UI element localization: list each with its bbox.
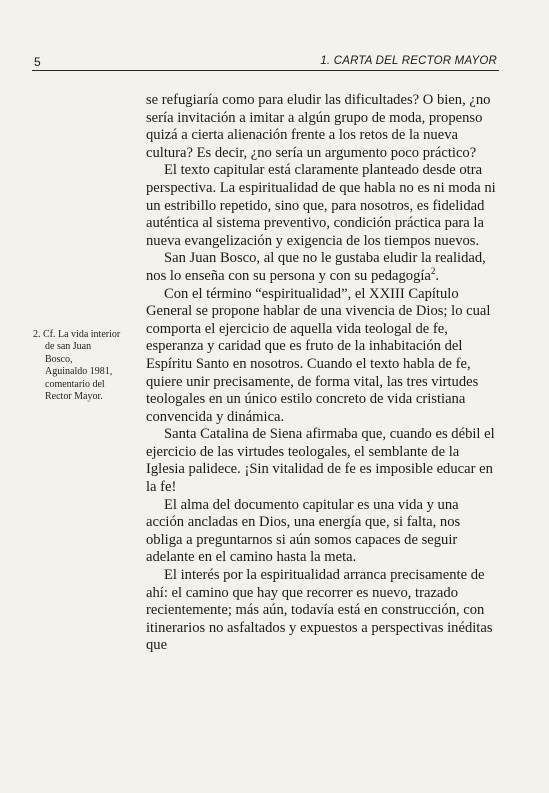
paragraph: Con el término “espiritualidad”, el XXIII Capítulo General se propone hablar de una vivencia de Dios; lo cual comporta el ejercicio de aquella vida teologal de fe, esperanza y caridad que es fruto de la inhabitación del Espíritu Santo en nosotros. Cuando el texto habla de fe, quiere unir precisamente, de forma vital, las tres virtudes teologales en un único estilo concreto de vida cristiana convencida y dinámica. [146,285,491,425]
paragraph [146,250,498,285]
footnote-ref: 2 [430,266,436,277]
sidenote-line: Aguinaldo 1981, [45,366,113,378]
page-number: 5 [34,55,41,69]
paragraph: El alma del documento capitular es una vida y una acción ancladas en Dios, una energía que, si falta, nos obliga a preguntarnos si aún somos capaces de seguir adelante en el camino hasta la meta. [146,496,461,566]
paragraph: El texto capitular está claramente planteado desde otra perspectiva. La espiritualidad de que habla no es ni moda ni un estribillo repetido, sino que, para nosotros, es fidelidad auténtica al sistema preventivo, condición práctica para la nueva evangelización y exigencia de los tiempos nuevos. [146,162,496,249]
body-text [146,92,498,655]
paragraph-end: . [435,267,440,284]
paragraph-text: San Juan Bosco, al que no le gustaba eludir la realidad, nos lo enseña con su persona y con su pedagogía [146,250,486,284]
sidenote [33,329,121,403]
paragraph: se refugiaría como para eludir las dificultades? O bien, ¿no sería invitación a imitar a algún grupo de moda, propenso quizá a cierta alienación frente a los retos de la nueva cultura? Es decir, ¿no sería un argumento poco práctico? [146,92,491,161]
paragraph: El interés por la espiritualidad arranca precisamente de ahí: el camino que hay que recorrer es nuevo, trazado recientemente; más aún, todavía está en construcción, con itinerarios no asfaltados y expuestos a perspectivas inéditas que [146,567,493,654]
sidenote-line: de san Juan Bosco, [45,341,92,365]
running-head: 1. CARTA DEL RECTOR MAYOR [320,55,497,67]
header-rule [32,70,499,71]
paragraph: Santa Catalina de Siena afirmaba que, cuando es débil el ejercicio de las virtudes teologales, el semblante de la Iglesia palidece. ¡Sin vitalidad de fe es imposible educar en la fe! [146,426,495,496]
sidenote-line: Rector Mayor. [45,391,103,403]
sidenote-line: 2. Cf. La vida interior [33,329,121,340]
sidenote-line: comentario del [45,378,105,390]
